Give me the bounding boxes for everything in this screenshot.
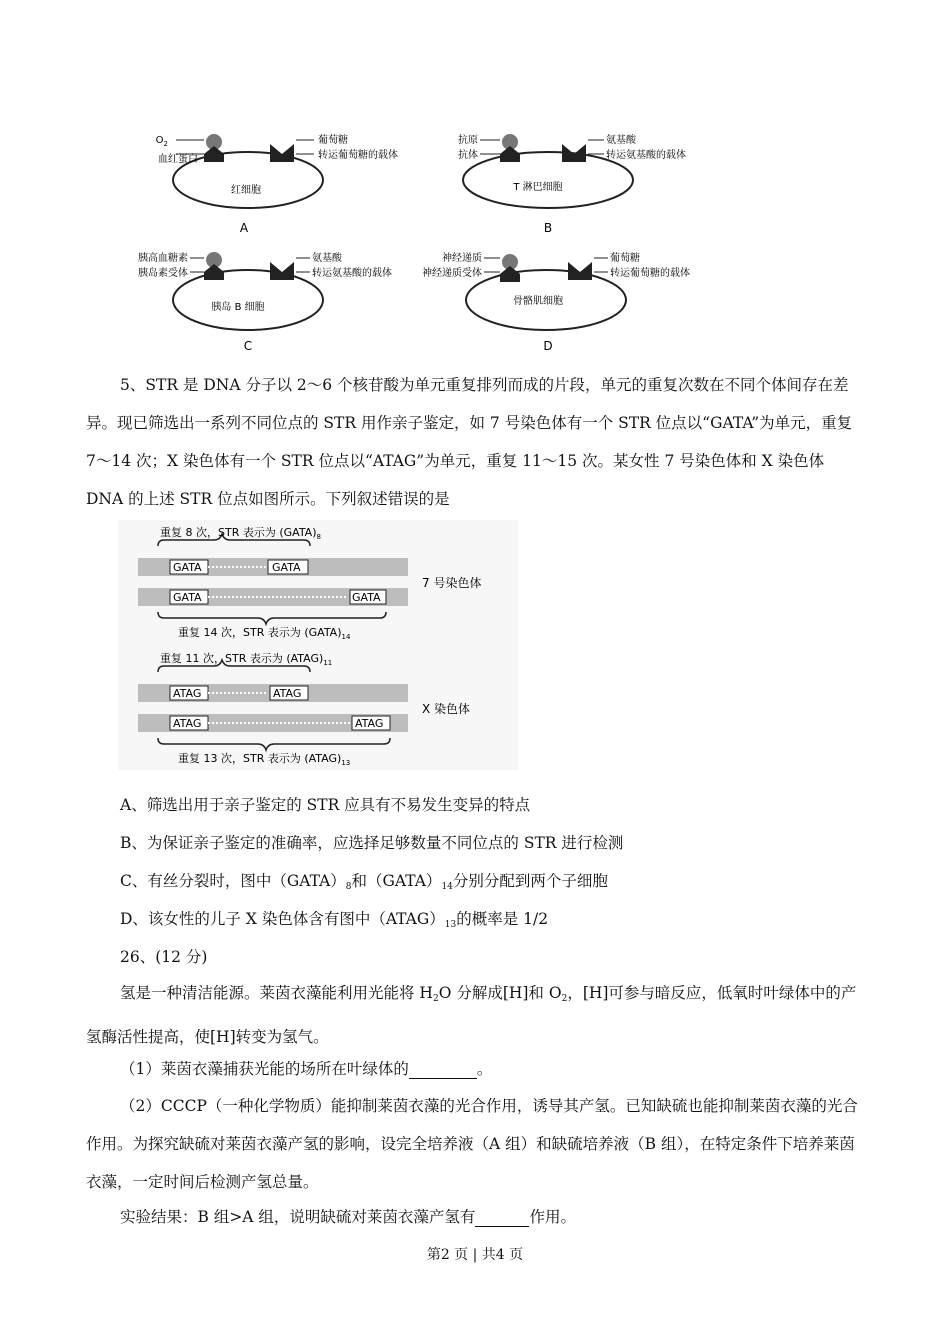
- b-right-bottom: 转运氨基酸的载体: [606, 150, 686, 161]
- q5-option-d: D、该女性的儿子 X 染色体含有图中$(ATAG)_{13}$的概率是 1/2: [120, 910, 549, 930]
- q5-option-c: C、有丝分裂时，图中$(GATA)_8$和$(GATA)_{14}$分别分配到两个子细胞: [120, 872, 608, 892]
- q26-header: 26、(12 分): [120, 948, 208, 966]
- a-left-bottom: 血红蛋白: [158, 154, 198, 165]
- a-left-top: O: [155, 135, 164, 146]
- d-cell-label: 骨骼肌细胞: [513, 296, 563, 307]
- strx-unit-3: ATAG: [173, 717, 202, 730]
- cell-d: [422, 251, 690, 353]
- d-right-top: 葡萄糖: [610, 253, 640, 264]
- q5-option-b: B、为保证亲子鉴定的准确率，应选择足够数量不同位点的 STR 进行检测: [120, 834, 624, 852]
- str7-unit-2: GATA: [272, 561, 301, 574]
- c-right-bottom: 转运氨基酸的载体: [312, 268, 392, 279]
- q26-result-blank[interactable]: [475, 1208, 529, 1227]
- c-option: C: [243, 339, 253, 353]
- d-right-bottom: 转运葡萄糖的载体: [610, 268, 690, 279]
- q5-option-a: A、筛选出用于亲子鉴定的 STR 应具有不易发生变异的特点: [120, 796, 531, 814]
- q26-intro: 氢是一种清洁能源。莱茵衣藻能利用光能将 $H_2O$ 分解成[H]和 $O_2$，[H]可参与暗反应，低氧时叶绿体中的产氢酶活性提高，使[H]转变为氢气。: [86, 984, 857, 1046]
- a-right-top: 葡萄糖: [318, 135, 348, 146]
- d-option: D: [543, 339, 553, 353]
- str7-unit-1: GATA: [173, 561, 202, 574]
- strx-unit-2: ATAG: [273, 687, 302, 700]
- svg-text:O2: [156, 135, 168, 148]
- b-cell-label: T 淋巴细胞: [513, 182, 563, 193]
- cell-b: [458, 133, 686, 235]
- c-right-top: 氨基酸: [312, 253, 342, 264]
- cell-a: [156, 133, 398, 235]
- c-left-top: 胰高血糖素: [138, 253, 188, 264]
- str7-bottom-label: 重复 14 次，STR 表示为 $(GATA)_{14}$: [178, 626, 351, 641]
- a-option: A: [239, 221, 249, 235]
- c-left-bottom: 胰岛素受体: [138, 268, 188, 279]
- c-cell-label: 胰岛 B 细胞: [211, 302, 265, 313]
- b-left-top: 抗原: [458, 135, 478, 146]
- str7-unit-4: GATA: [352, 591, 381, 604]
- b-left-bottom: 抗体: [458, 150, 478, 161]
- cell-membrane-figure: [118, 118, 738, 356]
- q5-stem: [86, 366, 866, 518]
- a-cell-label: 红细胞: [231, 185, 261, 196]
- strx-top-label: 重复 11 次，STR 表示为 $(ATAG)_{11}$: [160, 652, 333, 667]
- d-left-top: 神经递质: [442, 253, 482, 264]
- b-right-top: 氨基酸: [606, 135, 636, 146]
- chrom7-label: 7 号染色体: [422, 576, 482, 590]
- q26-sub1-blank[interactable]: [409, 1060, 477, 1079]
- a-right-bottom: 转运葡萄糖的载体: [318, 150, 398, 161]
- q26-sub1: （1）莱茵衣藻捕获光能的场所在叶绿体的 。: [120, 1060, 493, 1078]
- str7-unit-3: GATA: [173, 591, 202, 604]
- q26-sub2: （2）CCCP（一种化学物质）能抑制莱茵衣藻的光合作用，诱导其产氢。已知缺硫也能抑制莱茵衣藻的光合作用。为探究缺硫对莱茵衣藻产氢的影响，设完全培养液（A 组）和缺硫培养液（B 组），在特定条件下培养莱茵衣藻，一定时间后检测产氢总量。: [86, 1097, 858, 1191]
- str-figure: [118, 520, 518, 770]
- str7-top-label: 重复 8 次，STR 表示为 $(GATA)_8$: [160, 526, 321, 541]
- strx-unit-1: ATAG: [173, 687, 202, 700]
- page-footer: 第2 页 | 共4 页: [426, 1247, 524, 1263]
- chromx-label: X 染色体: [422, 702, 471, 716]
- d-left-bottom: 神经递质受体: [422, 268, 482, 279]
- cell-c: [138, 251, 392, 353]
- strx-bottom-label: 重复 13 次，STR 表示为 $(ATAG)_{13}$: [178, 752, 351, 767]
- q5-stem-text: 5、STR 是 DNA 分子以 2～6 个核苷酸为单元重复排列而成的片段，单元的重复次数在不同个体间存在差异。现已筛选出一系列不同位点的 STR 用作亲子鉴定，如 7 号染色体有一个 STR 位点以“GATA”为单元，重复 7～14 次；X 染色体有一个 STR 位点以“ATAG”为单元，重复 11～15 次。某女性 7 号染色体和 X 染色体 DNA 的上述 STR 位点如图所示。下列叙述错误的是: [86, 376, 853, 508]
- q26-result: 实验结果：B 组>A 组，说明缺硫对莱茵衣藻产氢有 作用。: [120, 1208, 576, 1226]
- strx-unit-4: ATAG: [355, 717, 384, 730]
- a-left-top-sub: 2: [163, 140, 168, 148]
- b-option: B: [543, 221, 553, 235]
